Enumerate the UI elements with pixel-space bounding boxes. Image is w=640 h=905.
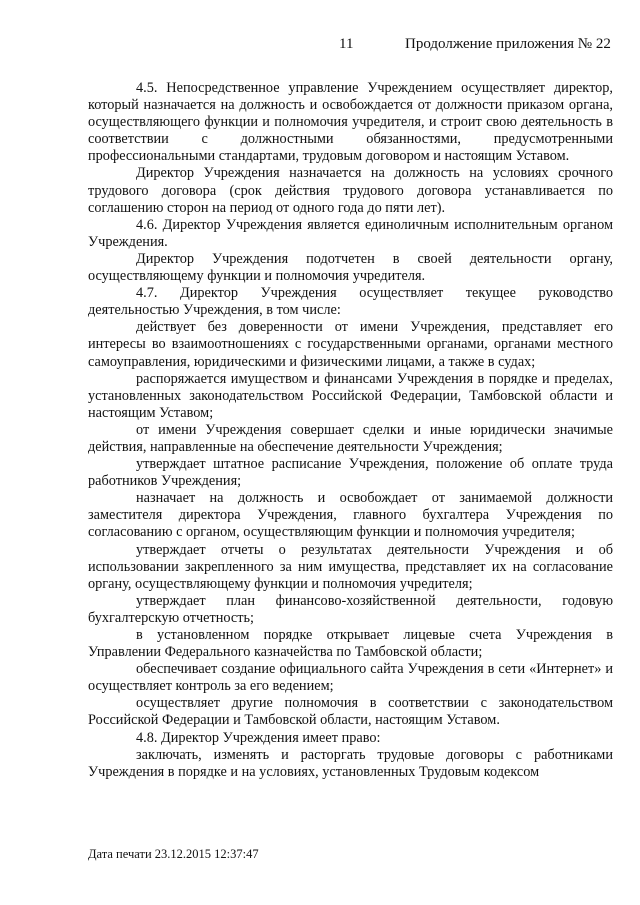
paragraph-contract-term: Директор Учреждения назначается на должность на условиях срочного трудового договора (срок действия трудового договора устанавливается по соглашению сторон на период от одного года до пяти лет). [88,165,613,216]
paragraph-4-5: 4.5. Непосредственное управление Учреждением осуществляет директор, который назначается на должность и освобождается от должности приказом органа, осуществляющего функции и полномочия учредителя, и строит свою деятельность в соответствии с должностными обязанностями, предусмотренными профессиональными стандартами, трудовым договором и настоящим Уставом. [88,80,613,165]
paragraph-accountability: Директор Учреждения подотчетен в своей деятельности органу, осуществляющему функции и полномочия учредителя. [88,250,613,285]
list-item-represents: действует без доверенности от имени Учреждения, представляет его интересы во взаимоотношениях с государственными органами, органами местного самоуправления, юридическими и физическими лицами, а также в судах; [88,319,613,370]
paragraph-4-7: 4.7. Директор Учреждения осуществляет текущее руководство деятельностью Учреждения, в том числе: [88,285,613,319]
list-item-makes-deals: от имени Учреждения совершает сделки и иные юридически значимые действия, направленные на обеспечение деятельности Учреждения; [88,421,613,455]
list-item-financial-plan: утверждает план финансово-хозяйственной деятельности, годовую бухгалтерскую отчетность; [88,592,613,626]
page-header [0,36,640,56]
paragraph-4-8: 4.8. Директор Учреждения имеет право: [136,729,381,746]
list-item-appoints-deputy: назначает на должность и освобождает от занимаемой должности заместителя директора Учреждения, главного бухгалтера Учреждения по согласованию с органом, осуществляющим функции и полномочия учредителя; [88,490,613,541]
page-number: 11 [339,36,354,52]
list-item-manages-property: распоряжается имуществом и финансами Учреждения в порядке и пределах, установленных законодательством Российской Федерации, Тамбовской области и настоящим Уставом; [88,370,613,421]
list-item-staff-schedule: утверждает штатное расписание Учреждения, положение об оплате труда работников Учреждения; [88,456,613,490]
document-body [88,80,613,781]
paragraph-4-6: 4.6. Директор Учреждения является единоличным исполнительным органом Учреждения. [88,216,613,250]
appendix-continuation-note: Продолжение приложения № 22 [405,36,611,52]
list-item-approves-reports: утверждает отчеты о результатах деятельности Учреждения и об использовании закрепленного за ним имущества, представляет их на согласование органу, осуществляющему функции и полномочия учредителя; [88,541,613,592]
scan-artifact [110,70,370,76]
list-item-labor-contracts: заключать, изменять и расторгать трудовые договоры с работниками Учреждения в порядке и на условиях, установленных Трудовым кодексом [88,746,613,780]
list-item-opens-accounts: в установленном порядке открывает лицевые счета Учреждения в Управлении Федерального казначейства по Тамбовской области; [88,627,613,661]
print-date: Дата печати 23.12.2015 12:37:47 [88,847,259,861]
list-item-website: обеспечивает создание официального сайта Учреждения в сети «Интернет» и осуществляет контроль за его ведением; [88,661,613,695]
list-item-other-powers: осуществляет другие полномочия в соответствии с законодательством Российской Федерации и Тамбовской области, настоящим Уставом. [88,695,613,729]
